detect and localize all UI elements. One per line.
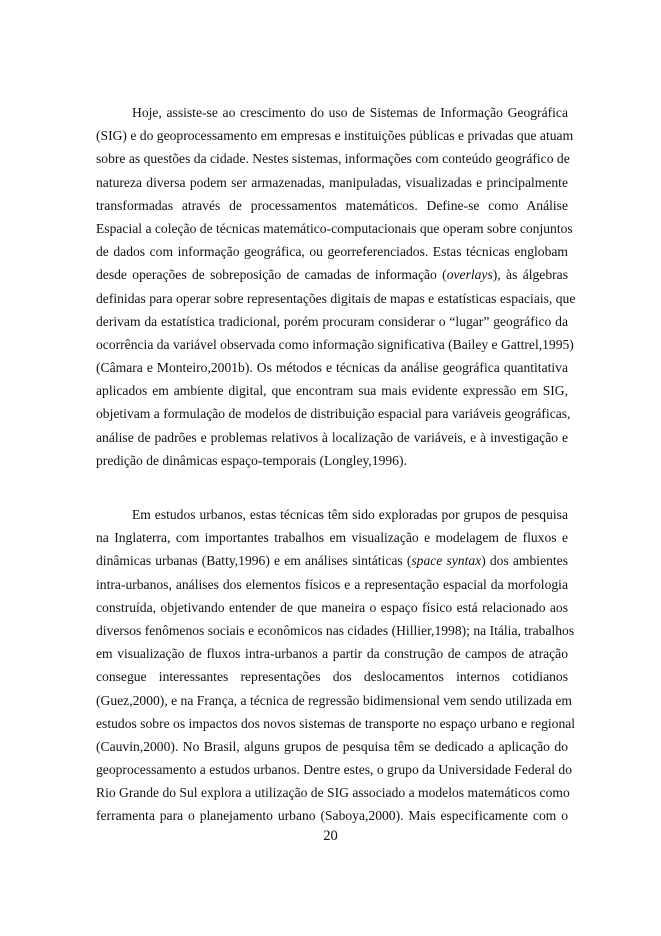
text-segment: predição de dinâmicas espaço-temporais (Longley,1996). [96,452,407,468]
text-line [96,101,568,124]
text-segment: Hoje, assiste-se ao crescimento do uso de Sistemas de Informação Geográfica [132,105,568,120]
text-line [96,619,575,642]
text-line [96,194,568,217]
text-segment: em visualização de fluxos intra-urbanos a partir da construção de campos de atração [96,646,568,662]
text-line [96,263,568,286]
text-line [96,596,568,619]
text-line [96,356,568,379]
italic-term: space syntax [411,553,482,569]
text-segment: de dados com informação geográfica, ou georreferenciados. Estas técnicas englobam [96,244,568,260]
text-line [96,426,568,449]
text-segment: aplicados em ambiente digital, que encontram sua mais evidente expressão em SIG, [96,383,568,399]
text-segment: análise de padrões e problemas relativos à localização de variáveis, e à investigação e [96,429,568,445]
text-segment: (Câmara e Monteiro,2001b). Os métodos e técnicas da análise geográfica quantitativa [96,360,568,376]
text-segment: Espacial a coleção de técnicas matemático-computacionais que operam sobre conjuntos [96,220,573,236]
text-line [96,240,568,263]
text-line [96,526,568,549]
text-line [96,449,568,472]
text-segment: geoprocessamento a estudos urbanos. Dentre estes, o grupo da Universidade Federal do [96,762,573,778]
text-segment: ) dos ambientes [481,553,569,569]
text-line [96,689,572,712]
text-segment: (Guez,2000), e na França, a técnica de regressão bidimensional vem sendo utilizada em [96,692,572,708]
text-line [96,124,574,147]
text-segment: definidas para operar sobre representações digitais de mapas e estatísticas espaciais, que [96,290,576,306]
text-line [96,642,568,665]
text-line [96,665,568,688]
text-line [96,171,568,194]
text-line [96,758,573,781]
text-line [96,735,568,758]
text-segment: diversos fenômenos sociais e econômicos nas cidades (Hillier,1998); na Itália, trabalhos [96,622,575,638]
text-line [96,804,568,827]
italic-term: overlays [446,267,493,283]
text-line [96,712,576,735]
text-segment: consegue interessantes representações dos deslocamentos internos cotidianos [96,669,568,685]
text-line [96,333,574,356]
text-line [96,217,573,240]
text-line [96,379,568,402]
text-segment: dinâmicas urbanas (Batty,1996) e em análises sintáticas ( [96,553,412,569]
text-segment: (SIG) e do geoprocessamento em empresas e instituições públicas e privadas que atuam [96,128,574,144]
text-segment: (Cauvin,2000). No Brasil, alguns grupos de pesquisa têm se dedicado a aplicação do [96,738,568,754]
text-segment: estudos sobre os impactos dos novos sistemas de transporte no espaço urbano e regional [96,715,576,731]
text-line [96,402,571,425]
paragraph-2 [96,503,576,828]
text-segment: desde operações de sobreposição de camadas de informação ( [96,267,447,283]
text-line [96,781,568,804]
page-number: 20 [323,828,338,844]
text-segment: Em estudos urbanos, estas técnicas têm sido exploradas por grupos de pesquisa [132,507,568,522]
text-line [96,573,568,596]
text-line [96,287,576,310]
text-segment: derivam da estatística tradicional, porém procuram considerar o “lugar” geográfico da [96,313,568,329]
text-segment: transformadas através de processamentos matemáticos. Define-se como Análise [96,197,568,213]
text-line [96,549,568,572]
text-line [96,310,568,333]
paragraph-1 [96,101,576,472]
text-segment: na Inglaterra, com importantes trabalhos em visualização e modelagem de fluxos e [96,530,568,546]
text-segment: ), às álgebras [492,267,568,283]
text-segment: objetivam a formulação de modelos de distribuição espacial para variáveis geográficas, [96,406,571,422]
text-segment: intra-urbanos, análises dos elementos físicos e a representação espacial da morfologia [96,576,568,592]
text-line [96,503,568,526]
text-segment: construída, objetivando entender de que maneira o espaço físico está relacionado aos [96,599,568,615]
text-segment: ocorrência da variável observada como informação significativa (Bailey e Gattrel,1995) [96,336,574,352]
text-segment: natureza diversa podem ser armazenadas, manipuladas, visualizadas e principalmente [96,174,568,190]
text-segment: Rio Grande do Sul explora a utilização de SIG associado a modelos matemáticos como [96,785,570,801]
text-segment: sobre as questões da cidade. Nestes sistemas, informações com conteúdo geográfico de [96,151,570,167]
text-segment: ferramenta para o planejamento urbano (Saboya,2000). Mais especificamente com o [96,808,568,824]
text-line [96,147,568,170]
